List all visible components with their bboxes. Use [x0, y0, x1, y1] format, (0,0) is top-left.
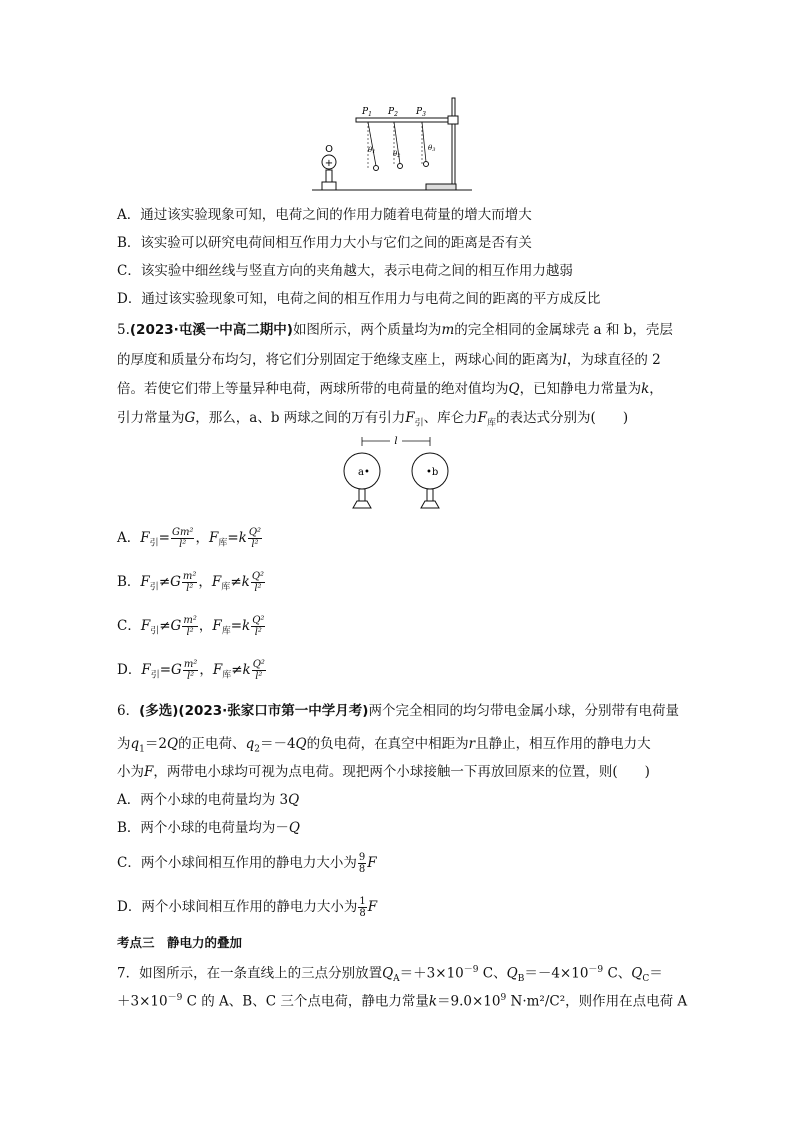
- q4-option-b: B．该实验可以研究电荷间相互作用力大小与它们之间的距离是否有关: [117, 235, 532, 251]
- charge-sign: +: [324, 158, 334, 169]
- q7-line1: 7．如图所示，在一条直线上的三点分别放置$Q_A=+3\times 10^{-9}$ C、$Q_B=-4\times 10^{-9}$ C、$Q_C=$: [117, 965, 663, 985]
- q5-option-d: D．$F_引=G$ $\frac{\text{m²}}{\text{l²}}$ ，$F_库\ne k$ $\frac{\text{Q²}}{\text{l²}}$: [117, 659, 265, 682]
- distance-label: l: [394, 436, 398, 447]
- q5-line2: 的厚度和质量分布均匀，将它们分别固定于绝缘支座上，两球心间的距离为l，为球直径的 2: [117, 352, 661, 368]
- section-heading-3: 考点三 静电力的叠加: [117, 935, 243, 950]
- sphere-a-label: a•: [358, 467, 370, 478]
- svg-text:P2: $P_2$: [388, 107, 398, 118]
- q6-option-d: D．两个小球间相互作用的静电力大小为 $\frac{1}{8}$ F: [117, 896, 378, 919]
- pendulum-figure: [312, 94, 472, 194]
- q7-line2: $+3\times 10^{-9}$ C 的 A、B、C 三个点电荷，静电力常量$k=9.0\times 10^9$ N·m²/C²，则作用在点电荷 A: [117, 993, 688, 1010]
- q6-line2: 为$q_1=2Q$的正电荷、$q_2=-4Q$的负电荷，在真空中相距为r且静止，相互作用的静电力大: [117, 736, 651, 755]
- q4-option-d: D．通过该实验现象可知，电荷之间的相互作用力与电荷之间的距离的平方成反比: [117, 291, 601, 307]
- spheres-figure: [340, 436, 452, 512]
- q4-option-c: C．该实验中细丝线与竖直方向的夹角越大，表示电荷之间的相互作用力越弱: [117, 263, 573, 279]
- q4-option-a: A．通过该实验现象可知，电荷之间的作用力随着电荷量的增大而增大: [117, 207, 532, 223]
- svg-text:θ2: θ2: [393, 150, 401, 159]
- charge-label: O: [325, 144, 333, 155]
- q5-option-c: C．$F_引\ne G$ $\frac{\text{m²}}{\text{l²}}$ ，$F_库=k$ $\frac{\text{Q²}}{\text{l²}}$: [117, 615, 265, 638]
- q5-line3: 倍。若使它们带上等量异种电荷，两球所带的电荷量的绝对值均为Q，已知静电力常量为k，: [117, 381, 663, 397]
- svg-text:P1: $P_1$: [362, 107, 372, 118]
- q6-option-c: C．两个小球间相互作用的静电力大小为 $\frac{9}{8}$ F: [117, 852, 377, 875]
- q5-option-a: A．$F_引=$ $\frac{\text{Gm²}}{\text{l²}}$ ，$F_库=k$ $\frac{\text{Q²}}{\text{l²}}$: [117, 527, 262, 550]
- q6-line3: 小为F，两带电小球均可视为点电荷。现把两个小球接触一下再放回原来的位置，则( ): [117, 764, 650, 780]
- q6-line1: 6．(多选)(2023·张家口市第一中学月考)两个完全相同的均匀带电金属小球，分别带有电荷量: [117, 703, 679, 719]
- q5-line1: 5.(2023·屯溪一中高二期中)如图所示，两个质量均为m的完全相同的金属球壳 a 和 b，壳层: [117, 322, 673, 338]
- svg-text:θ3: θ3: [428, 144, 436, 153]
- svg-text:P3: $P_3$: [416, 107, 426, 118]
- svg-text:θ1: θ1: [368, 146, 376, 155]
- q5-line4: 引力常量为G，那么，a、b 两球之间的万有引力$F_引$、库仑力$F_库$的表达式分别为( ): [117, 410, 629, 429]
- q6-option-b: B．两个小球的电荷量均为－Q: [117, 820, 300, 836]
- q5-option-b: B．$F_引\ne G$ $\frac{\text{m²}}{\text{l²}}$ ，$F_库\ne k$ $\frac{\text{Q²}}{\text{l²}}$: [117, 571, 265, 594]
- q6-option-a: A．两个小球的电荷量均为 3Q: [117, 792, 300, 808]
- sphere-b-label: •b: [426, 467, 439, 478]
